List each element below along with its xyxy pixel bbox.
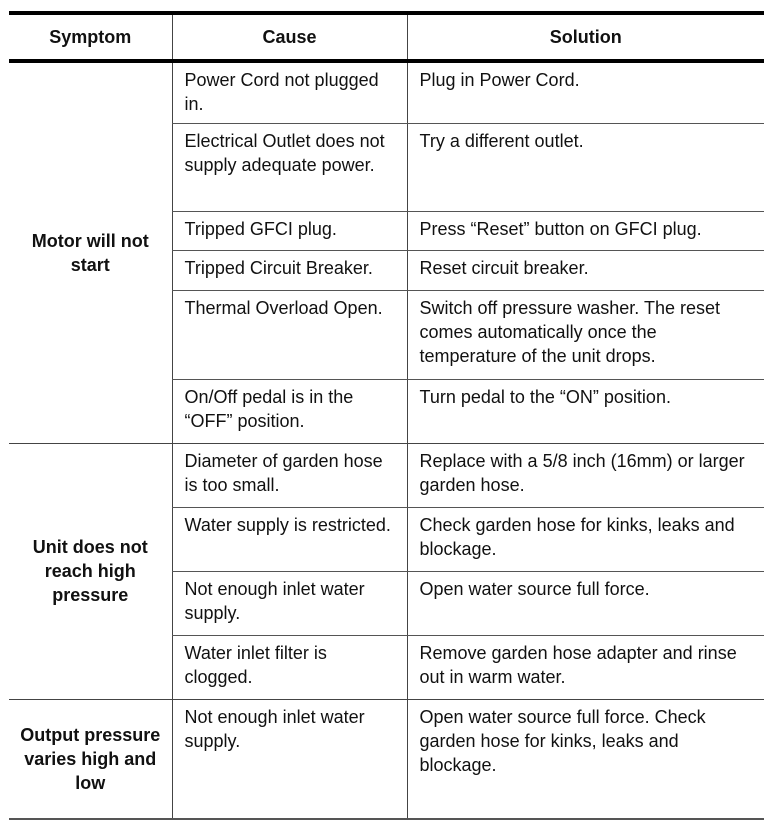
cause-cell: Water inlet filter is clogged. [172,635,407,699]
solution-cell: Open water source full force. [407,571,764,635]
solution-cell: Plug in Power Cord. [407,61,764,123]
cause-cell: Not enough inlet water supply. [172,571,407,635]
symptom-cell: Motor will not start [9,61,172,443]
cause-cell: Not enough inlet water supply. [172,699,407,819]
table-row [9,443,764,507]
solution-cell: Press “Reset” button on GFCI plug. [407,211,764,250]
solution-cell: Open water source full force. Check garden hose for kinks, leaks and blockage. [407,699,764,819]
cause-cell: Diameter of garden hose is too small. [172,443,407,507]
troubleshooting-table [9,11,764,820]
cause-cell: Water supply is restricted. [172,507,407,571]
header-cause: Cause [172,13,407,61]
cause-cell: On/Off pedal is in the “OFF” position. [172,379,407,443]
solution-cell: Switch off pressure washer. The reset comes automatically once the temperature of the unit drops. [407,290,764,379]
cause-cell: Power Cord not plugged in. [172,61,407,123]
solution-cell: Reset circuit breaker. [407,250,764,290]
solution-cell: Check garden hose for kinks, leaks and blockage. [407,507,764,571]
header-symptom: Symptom [9,13,172,61]
symptom-cell: Unit does not reach high pressure [9,443,172,699]
solution-cell: Replace with a 5/8 inch (16mm) or larger garden hose. [407,443,764,507]
cause-cell: Electrical Outlet does not supply adequate power. [172,123,407,211]
cause-cell: Tripped GFCI plug. [172,211,407,250]
table-header-row [9,13,764,61]
header-solution: Solution [407,13,764,61]
symptom-cell: Output pressure varies high and low [9,699,172,819]
cause-cell: Thermal Overload Open. [172,290,407,379]
table-row [9,699,764,819]
table-row [9,61,764,123]
solution-cell: Try a different outlet. [407,123,764,211]
solution-cell: Turn pedal to the “ON” position. [407,379,764,443]
solution-cell: Remove garden hose adapter and rinse out in warm water. [407,635,764,699]
cause-cell: Tripped Circuit Breaker. [172,250,407,290]
